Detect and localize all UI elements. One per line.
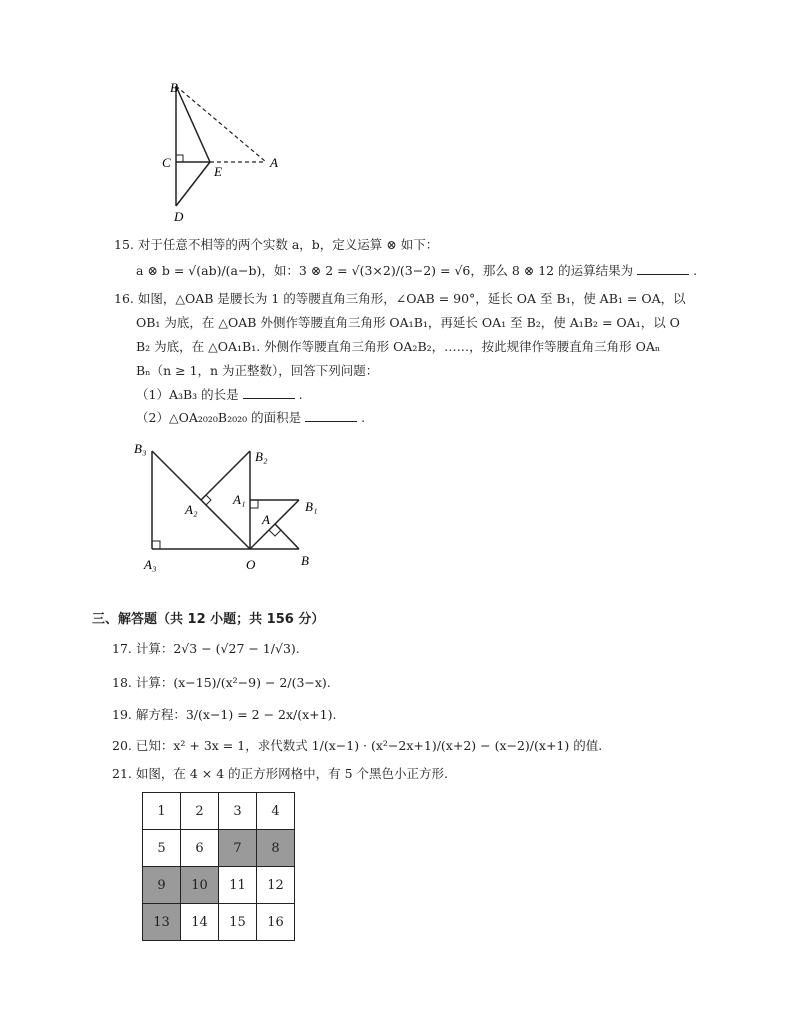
label-e: E (214, 164, 222, 179)
question-20: 20. 已知：x² + 3x = 1，求代数式 1/(x−1) · (x²−2x+1)/(x+2) − (x−2)/(x+1) 的值. (112, 738, 603, 753)
answer-blank-16-2[interactable] (305, 409, 357, 422)
grid-cell: 9 (143, 867, 181, 904)
answer-blank-15[interactable] (637, 262, 689, 275)
question-15-end: . (693, 263, 698, 278)
label-b: B (301, 553, 309, 568)
grid-cell: 12 (257, 867, 295, 904)
label-d: D (174, 209, 184, 224)
question-16-line4: Bₙ（n ≥ 1，n 为正整数），回答下列问题： (136, 363, 379, 378)
right-angle-mark-a2 (206, 495, 211, 505)
question-16-line1: 16. 如图，△OAB 是腰长为 1 的等腰直角三角形，∠OAB = 90°，延长 OA 至 B₁，使 AB₁ = OA，以 (114, 291, 686, 306)
question-15-line2 (136, 262, 697, 280)
grid-cell: 6 (181, 830, 219, 867)
answer-blank-16-1[interactable] (243, 386, 295, 399)
label-a2: A₂ (185, 502, 198, 517)
label-a1: A₁ (233, 492, 246, 507)
grid-cell: 8 (257, 830, 295, 867)
grid-cell: 15 (219, 904, 257, 941)
grid-cell: 1 (143, 793, 181, 830)
segment-ba-dashed (176, 86, 266, 162)
label-o: O (246, 557, 256, 572)
grid-cell: 3 (219, 793, 257, 830)
grid-row (143, 867, 295, 904)
question-19: 19. 解方程：3/(x−1) = 2 − 2x/(x+1). (112, 707, 337, 722)
segment-be (176, 86, 210, 162)
question-15-formula: a ⊗ b = √(ab)/(a−b)，如：3 ⊗ 2 = √(3×2)/(3−2) = √6，那么 8 ⊗ 12 的运算结果为 (136, 263, 634, 278)
right-angle-mark-a3 (152, 541, 160, 549)
grid-cell: 7 (219, 830, 257, 867)
question-16-line2: OB₁ 为底，在 △OAB 外侧作等腰直角三角形 OA₁B₁，再延长 OA₁ 至 B₂，使 A₁B₂ = OA₁，以 O (136, 315, 680, 330)
label-b3: B₃ (134, 441, 147, 456)
grid-cell: 2 (181, 793, 219, 830)
right-angle-mark-a (269, 530, 281, 536)
question-17: 17. 计算：2√3 − (√27 − 1/√3). (112, 641, 300, 656)
label-c: C (162, 155, 171, 170)
question-16-sub1 (136, 386, 303, 404)
grid-cell: 16 (257, 904, 295, 941)
grid-cell: 11 (219, 867, 257, 904)
grid-row (143, 793, 295, 830)
grid-cell: 4 (257, 793, 295, 830)
grid-cell: 13 (143, 904, 181, 941)
question-18: 18. 计算：(x−15)/(x²−9) − 2/(3−x). (112, 675, 331, 690)
question-16-sub2-end: . (361, 410, 366, 425)
segment-a-b (275, 524, 299, 549)
question-16-sub2-text: （2）△OA₂₀₂₀B₂₀₂₀ 的面积是 (136, 410, 302, 425)
question-16-sub2 (136, 409, 365, 427)
segment-de (176, 162, 210, 206)
question-15-line1: 15. 对于任意不相等的两个实数 a，b，定义运算 ⊗ 如下： (114, 237, 439, 252)
label-b1: B₁ (305, 499, 318, 514)
grid-row (143, 830, 295, 867)
question-16-line3: B₂ 为底，在 △OA₁B₁. 外侧作等腰直角三角形 OA₂B₂，……，按此规律作等腰直角三角形 OAₙ (136, 339, 661, 354)
question-21: 21. 如图，在 4 × 4 的正方形网格中，有 5 个黑色小正方形. (112, 766, 448, 781)
label-a: A (270, 155, 278, 170)
grid-4x4 (142, 792, 295, 941)
label-b: B (170, 80, 178, 95)
grid-cell: 14 (181, 904, 219, 941)
grid-cell: 5 (143, 830, 181, 867)
grid-cell: 10 (181, 867, 219, 904)
question-16-sub1-end: . (298, 387, 303, 402)
figure-q14 (150, 76, 290, 226)
question-16-sub1-text: （1）A₃B₃ 的长是 (136, 387, 239, 402)
right-angle-mark-a1 (250, 500, 258, 508)
right-angle-mark (176, 155, 183, 162)
figure-q16 (130, 438, 330, 578)
grid-row (143, 904, 295, 941)
label-a: A (262, 512, 270, 527)
section-3-title: 三、解答题（共 12 小题；共 156 分） (92, 612, 325, 627)
label-b2: B₂ (255, 449, 268, 464)
label-a3: A₃ (144, 557, 157, 572)
